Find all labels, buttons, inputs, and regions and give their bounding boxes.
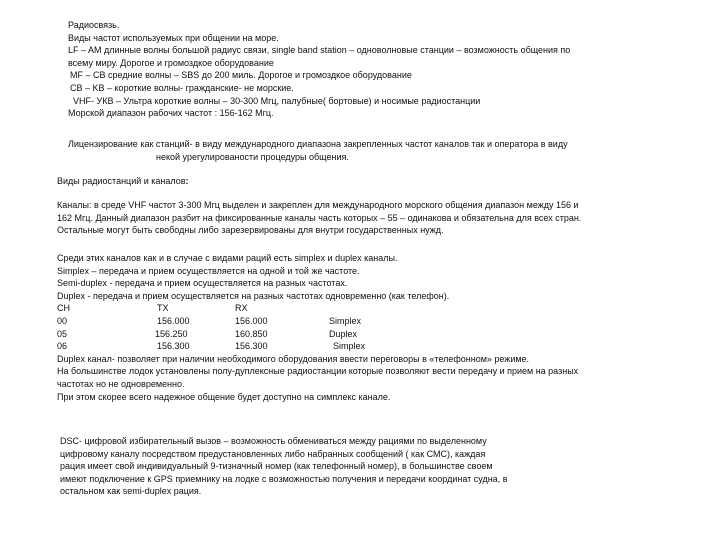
channels-line: Остальные могут быть свободны либо зарезервированы для внутри государственных нужд. [57, 225, 444, 236]
intro-line: всему миру. Дорогое и громоздкое оборудование [68, 57, 274, 68]
table-header-row [57, 302, 578, 315]
table-cell: 06 [57, 341, 68, 352]
table-cell: 05 [57, 328, 68, 339]
heading-radio: Радиосвязь. [68, 20, 120, 30]
table-header-tx: TX [157, 303, 169, 314]
dsc-line: имеют подключение к GPS приемнику на лодке с возможностью получения и передачи координат судна, в [60, 473, 508, 484]
table-row [57, 340, 578, 353]
simplex-line: При этом скорее всего надежное общение будет доступно на симплекс канале. [57, 391, 391, 402]
table-cell: 156.300 [157, 341, 190, 352]
table-cell: 00 [57, 315, 68, 326]
simplex-line: Semi-duplex - передача и прием осуществляется на разных частотах. [57, 278, 348, 289]
licensing-line: Лицензирование как станций- в виду международного диапазона закрепленных частот каналов так и оператора в виду [68, 139, 568, 149]
table-row [57, 315, 578, 328]
dsc-paragraph [60, 435, 507, 498]
intro-section [68, 19, 570, 120]
licensing-line: некой урегулированости процедуры общения. [156, 151, 349, 162]
types-heading-colon: : [185, 176, 189, 186]
intro-line: LF – AM длинные волны большой радиус связи, single band station – одноволновые станции – возможность общения по [68, 45, 571, 56]
table-cell: 156.000 [235, 315, 268, 326]
simplex-duplex-section [57, 252, 578, 403]
table-row [57, 328, 578, 341]
intro-line: Виды частот используемых при общении на море. [68, 32, 279, 43]
simplex-line: частотах но не одновременно. [57, 378, 185, 389]
types-heading-text: Виды радиостанций и каналов [57, 176, 186, 186]
intro-line: CB – KB – короткие волны- гражданские- не морские. [70, 82, 294, 93]
intro-line: MF – CB средние волны – SBS до 200 миль. Дорогое и громоздкое оборудование [70, 70, 412, 81]
table-cell: Simplex [333, 341, 366, 352]
types-heading [57, 175, 189, 188]
channels-line: Каналы: в среде VHF частот 3-300 Мгц выделен и закреплен для международного морского общения диапазон между 156 и [57, 200, 579, 210]
simplex-line: Simplex – передача и прием осуществляется на одной и той же частоте. [57, 265, 360, 276]
intro-line: Морской диапазон рабочих частот : 156-162 Мгц. [68, 108, 274, 119]
licensing-section [68, 138, 568, 163]
table-cell: 160.850 [235, 328, 268, 339]
dsc-line: DSC- цифровой избирательный вызов – возможность обмениваться между рациями по выделенному [60, 436, 487, 446]
dsc-line: цифровому каналу посредством предустановленных либо набранных сообщений ( как СМС), каждая [60, 448, 486, 459]
table-cell: Duplex [329, 328, 358, 339]
table-header-ch: CH [57, 303, 70, 314]
simplex-line: Duplex - передача и прием осуществляется на разных частотах одновременно (как телефон). [57, 290, 450, 301]
simplex-line: На большинстве лодок установлены полу-дуплексные радиостанции которые позволяют вести передачу и прием на разных [57, 366, 579, 377]
dsc-line: рация имеет свой индивидуальный 9-тизначный номер (как телефонный номер), в большинстве своем [60, 461, 493, 472]
dsc-line: остальном как semi-duplex рация. [60, 486, 202, 497]
channel-table [57, 302, 578, 352]
table-header-rx: RX [235, 303, 248, 314]
channels-paragraph [57, 199, 581, 237]
table-cell: 156.000 [157, 315, 190, 326]
table-cell: Simplex [329, 315, 362, 326]
simplex-line: Среди этих каналов как и в случае с видами раций есть simplex и duplex каналы. [57, 253, 398, 263]
intro-line: VHF- УКВ – Ультра короткие волны – 30-300 Мгц, палубные( бортовые) и носимые радиостанции [73, 95, 481, 106]
simplex-line: Duplex канал- позволяет при наличии необходимого оборудования ввести переговоры в «телефонном» режиме. [57, 353, 530, 364]
channels-line: 162 Мгц. Данный диапазон разбит на фиксированные каналы часть которых – 55 – одинакова и обязательна для всех стран. [57, 212, 582, 223]
table-cell: 156.250 [155, 328, 188, 339]
table-cell: 156.300 [235, 341, 268, 352]
